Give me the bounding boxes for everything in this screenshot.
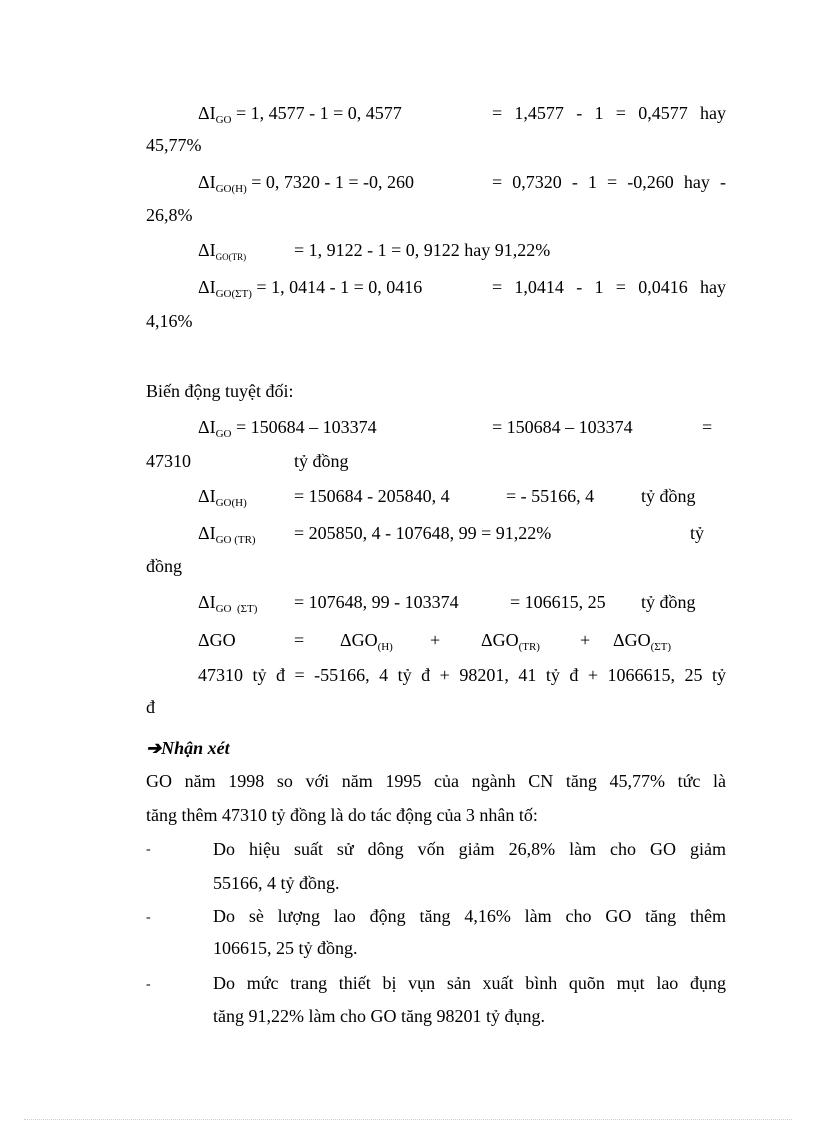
formula-index-go-tr-result: = 1, 9122 - 1 = 0, 9122 hay 91,22% <box>294 240 551 260</box>
bullet-text: Do sè lượng lao động tăng 4,16% làm cho GO tăng thêm <box>213 906 726 926</box>
formula-abs-go-h-result: = - 55166, 4 <box>506 486 595 506</box>
text-line: 45,77% <box>146 135 202 155</box>
formula-index-go-result: = 1,4577 - 1 = 0,4577 hay <box>492 103 726 123</box>
paragraph-line: GO năm 1998 so với năm 1995 của ngành CN tăng 45,77% tức là <box>146 771 726 791</box>
text-line: đ <box>146 697 155 717</box>
formula-index-go-tr: $\Delta I_{GO(TR)}$ <box>198 240 247 262</box>
formula-abs-go: $\Delta I_{GO} = 150684 - 103374$ <box>198 417 377 440</box>
bullet-text: tăng 91,22% làm cho GO tăng 98201 tỷ đụng. <box>213 1006 545 1026</box>
formula-abs-go-st: $\Delta I_{GO (\Sigma T)}$ <box>198 592 258 615</box>
equals-sign: = <box>702 417 713 437</box>
formula-abs-go-h: $\Delta I_{GO(H)}$ <box>198 486 247 509</box>
arrow-icon: ➔ <box>146 738 162 758</box>
delta-go-tr: $\Delta GO_{(TR)}$ <box>481 630 540 653</box>
plus-sign: + <box>430 630 441 650</box>
bullet-text: Do mức trang thiết bị vụn sản xuất bình quõn mụt lao đụng <box>213 973 726 993</box>
formula-abs-go-tr: $\Delta I_{GO (TR)}$ <box>198 523 256 546</box>
bullet-dash: - <box>146 842 151 857</box>
section-label: Biến động tuyệt đối: <box>146 381 294 401</box>
unit: tỷ <box>690 523 705 543</box>
formula-index-go-st-result: = 1,0414 - 1 = 0,0416 hay <box>492 277 726 297</box>
text-line: 4,16% <box>146 311 193 331</box>
formula-abs-go-right: = 150684 – 103374 <box>492 417 633 437</box>
formula-index-go-h: $\Delta I_{GO(H)} = 0$, 7320 - 1 = -0, 260 <box>198 172 415 195</box>
formula-abs-go-st-result: = 106615, 25 <box>510 592 606 612</box>
bullet-text: Do hiệu suất sử dông vốn giảm 26,8% làm cho GO giảm <box>213 839 726 859</box>
page-bottom-rule <box>24 1119 792 1120</box>
formula-index-go: $\Delta I_{GO} = 1$, 4577 - 1 = 0, 4577 <box>198 103 402 126</box>
text-line: 26,8% <box>146 205 193 225</box>
delta-go-h: $\Delta GO_{(H)}$ <box>340 630 393 653</box>
equals-sign: = <box>294 630 305 650</box>
unit: tỷ đồng <box>641 486 696 506</box>
formula-abs-go-h-mid: = 150684 - 205840, 4 <box>294 486 450 506</box>
formula-index-go-st: $\Delta I_{GO(\Sigma T)} = 1$, 0414 - 1 = 0, 0416 <box>198 277 423 300</box>
text-line: đồng <box>146 556 182 576</box>
formula-abs-go-st-mid: = 107648, 99 - 103374 <box>294 592 459 612</box>
formula-abs-go-tr-mid: = 205850, 4 - 107648, 99 = 91,22% <box>294 523 552 543</box>
comment-heading: ➔Nhận xét <box>146 738 230 758</box>
bullet-text: 106615, 25 tỷ đồng. <box>213 938 358 958</box>
formula-index-go-h-result: = 0,7320 - 1 = -0,260 hay - <box>492 172 726 192</box>
delta-go: ΔGO <box>198 630 236 650</box>
bullet-text: 55166, 4 tỷ đồng. <box>213 873 340 893</box>
plus-sign: + <box>580 630 591 650</box>
paragraph-line: tăng thêm 47310 tỷ đồng là do tác động của 3 nhân tố: <box>146 805 538 825</box>
bullet-dash: - <box>146 977 151 992</box>
value: 47310 <box>146 451 191 471</box>
decomposition-equation: 47310 tỷ đ = -55166, 4 tỷ đ + 98201, 41 tỷ đ + 1066615, 25 tỷ <box>198 665 726 685</box>
bullet-dash: - <box>146 910 151 925</box>
unit: tỷ đồng <box>641 592 696 612</box>
unit: tỷ đồng <box>294 451 349 471</box>
delta-go-st: $\Delta GO_{(\Sigma T)}$ <box>613 630 672 653</box>
